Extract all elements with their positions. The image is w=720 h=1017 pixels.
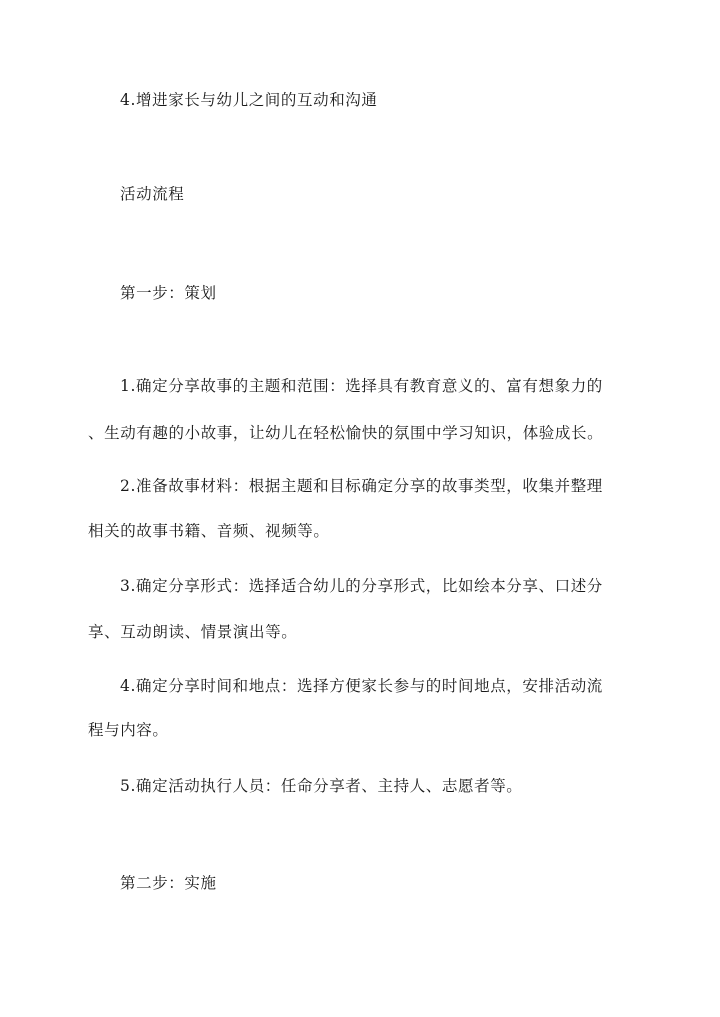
step-1-item-3-line-2: 享、互动朗读、情景演出等。 [88, 623, 298, 641]
step-1-item-5: 5.确定活动执行人员：任命分享者、主持人、志愿者等。 [120, 777, 523, 795]
step-2-title: 第二步：实施 [120, 874, 217, 892]
step-1-item-2-line-2: 相关的故事书籍、音频、视频等。 [88, 522, 330, 540]
step-1-item-4-line-2: 程与内容。 [88, 721, 169, 739]
section-title: 活动流程 [120, 185, 185, 203]
goal-item-4: 4.增进家长与幼儿之间的互动和沟通 [120, 91, 378, 109]
step-1-title: 第一步：策划 [120, 284, 217, 302]
step-1-item-1-line-1: 1.确定分享故事的主题和范围：选择具有教育意义的、富有想象力的 [120, 377, 603, 395]
step-1-item-1-line-2: 、生动有趣的小故事，让幼儿在轻松愉快的氛围中学习知识，体验成长。 [88, 424, 604, 442]
step-1-item-3-line-1: 3.确定分享形式：选择适合幼儿的分享形式，比如绘本分享、口述分 [120, 577, 603, 595]
step-1-item-2-line-1: 2.准备故事材料：根据主题和目标确定分享的故事类型，收集并整理 [120, 477, 603, 495]
step-1-item-4-line-1: 4.确定分享时间和地点：选择方便家长参与的时间地点，安排活动流 [120, 677, 603, 695]
